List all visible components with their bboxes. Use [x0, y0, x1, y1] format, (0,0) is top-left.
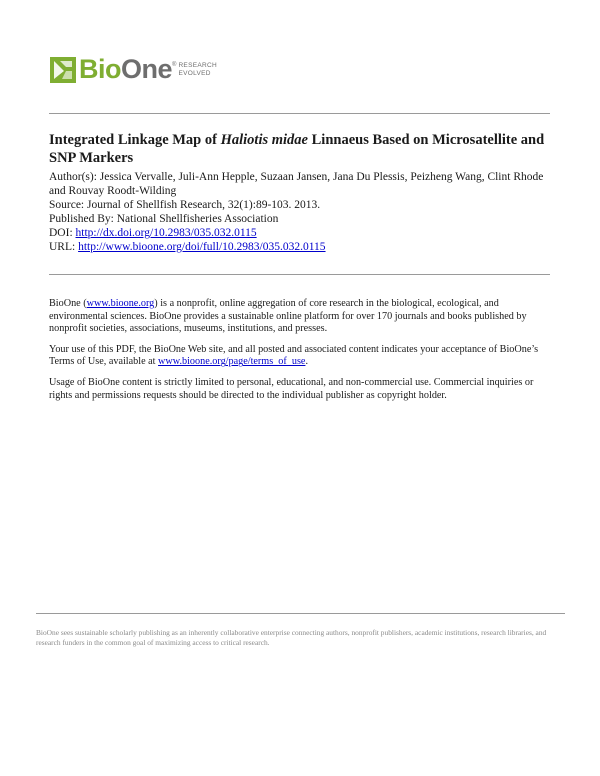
- article-doi: [49, 226, 554, 240]
- p1-after: ) is a nonprofit, online aggregation of core research in the biological, ecological, and environmental sciences. BioOne provides a sustainable online platform for over 170 journals and books published by nonprofit societies, associations, museums, institutions, and presses.: [49, 298, 527, 335]
- article-authors: Author(s): Jessica Vervalle, Juli-Ann Hepple, Suzaan Jansen, Jana Du Plessis, Peizheng Wang, Clint Rhode and Rouvay Roodt-Wilding: [49, 171, 544, 197]
- terms-of-use-link[interactable]: www.bioone.org/page/terms_of_use: [158, 356, 306, 368]
- title-species: Haliotis midae: [220, 132, 308, 148]
- notice-paragraph-2: [49, 344, 554, 369]
- title-suffix: Linnaeus Based on Microsatellite and SNP Markers: [49, 132, 545, 166]
- footer-divider: [36, 613, 565, 614]
- bioone-leaf-icon: [50, 57, 76, 83]
- notice-paragraph-1: [49, 298, 554, 336]
- title-prefix: Integrated Linkage Map of: [49, 132, 221, 148]
- bioone-logo: [50, 56, 217, 83]
- bioone-notice: [49, 298, 554, 410]
- logo-bio-text: Bio: [79, 54, 121, 84]
- middle-divider: [49, 274, 550, 275]
- bioone-home-link[interactable]: www.bioone.org: [86, 298, 155, 309]
- logo-tagline: [178, 62, 217, 78]
- logo-tagline-line-1: RESEARCH: [178, 61, 217, 69]
- footer-statement: BioOne sees sustainable scholarly publishing as an inherently collaborative enterprise connecting authors, nonprofit publishers, academic institutions, research libraries, and research funders in the common goal of maximizing access to critical research.: [36, 628, 547, 647]
- article-metadata: [49, 131, 554, 254]
- logo-tagline-line-2: EVOLVED: [178, 69, 211, 77]
- notice-paragraph-3: Usage of BioOne content is strictly limited to personal, educational, and non-commercial use. Commercial inquiries or rights and permissions requests should be directed to the individual publisher as copyright holder.: [49, 376, 534, 401]
- top-divider: [49, 113, 550, 114]
- url-label: URL:: [49, 241, 79, 253]
- article-publisher: Published By: National Shellfisheries Association: [49, 213, 279, 225]
- doi-link[interactable]: http://dx.doi.org/10.2983/035.032.0115: [75, 227, 257, 239]
- p2-after: .: [305, 356, 308, 368]
- url-link[interactable]: http://www.bioone.org/doi/full/10.2983/035.032.0115: [78, 241, 326, 253]
- logo-one-text: One: [121, 54, 173, 84]
- doi-label: DOI:: [49, 227, 76, 239]
- registered-mark: ®: [172, 62, 177, 68]
- bioone-wordmark: [79, 56, 172, 83]
- article-source: Source: Journal of Shellfish Research, 32(1):89-103. 2013.: [49, 199, 321, 211]
- article-title: [49, 131, 554, 167]
- p1-before: BioOne (: [49, 298, 87, 309]
- p2-before: Your use of this PDF, the BioOne Web site, and all posted and associated content indicates your acceptance of BioOne’s Terms of Use, available at: [49, 343, 539, 368]
- article-url: [49, 240, 554, 254]
